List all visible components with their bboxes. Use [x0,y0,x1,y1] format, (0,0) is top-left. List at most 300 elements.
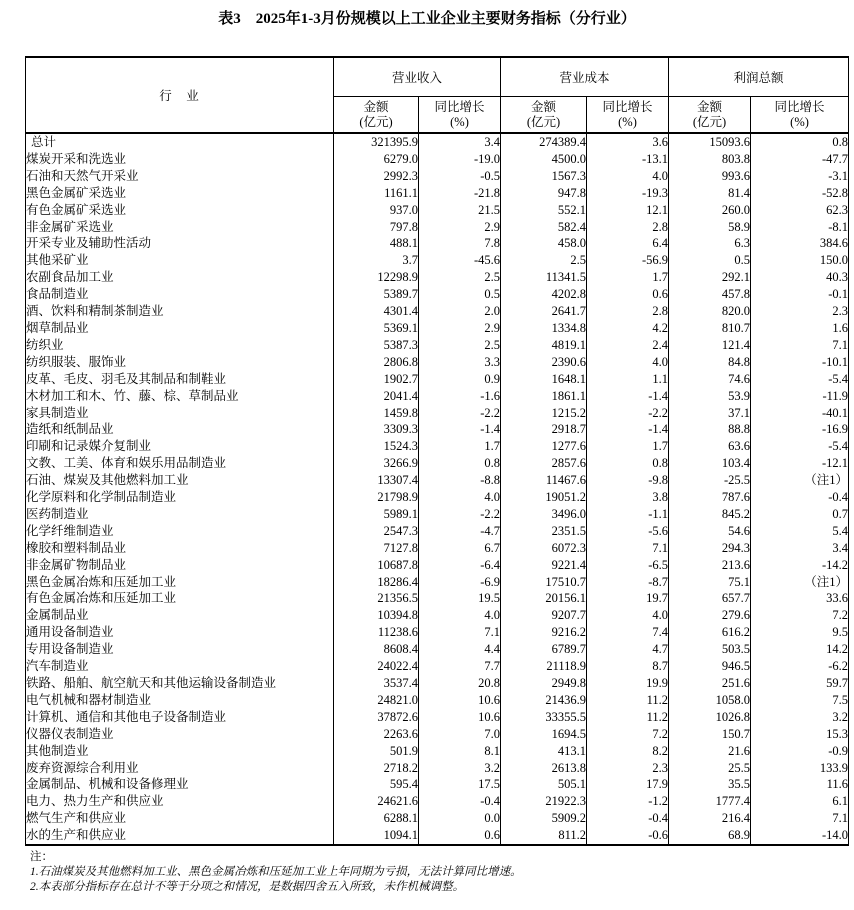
value-cell: 0.8 [419,455,501,472]
industry-name-cell: 仪器仪表制造业 [26,726,114,741]
table-row [26,286,849,303]
value-cell: 2918.7 [501,421,587,438]
table-row [26,269,849,286]
value-cell: 2.8 [587,219,669,236]
value-cell: 2.8 [587,303,669,320]
industry-name-cell: 其他制造业 [26,743,89,758]
growth-label: 同比增长 [774,99,825,114]
table-row [26,776,849,793]
value-cell: 7.4 [587,624,669,641]
value-cell: 17.9 [587,776,669,793]
value-cell: 4.2 [587,320,669,337]
value-cell: 845.2 [669,506,751,523]
value-cell: 3.2 [419,760,501,777]
value-cell: 501.9 [334,743,419,760]
industry-name-cell: 文教、工美、体育和娱乐用品制造业 [26,456,227,471]
table-row [26,371,849,388]
table-row [26,726,849,743]
value-cell: 0.6 [419,827,501,845]
value-cell: 616.2 [669,624,751,641]
value-cell: 10687.8 [334,557,419,574]
value-cell: 6.3 [669,235,751,252]
value-cell: 4.7 [587,641,669,658]
value-cell: 21356.5 [334,590,419,607]
value-cell: 4.0 [587,168,669,185]
value-cell: 4.0 [587,607,669,624]
value-cell: 947.8 [501,185,587,202]
revenue-growth-header [419,97,501,134]
value-cell: 54.6 [669,523,751,540]
value-cell: 5909.2 [501,810,587,827]
value-cell: -1.1 [587,506,669,523]
value-cell: 37.1 [669,405,751,422]
value-cell: 11.6 [751,776,849,793]
value-cell: 2949.8 [501,675,587,692]
value-cell: 25.5 [669,760,751,777]
value-cell: 8608.4 [334,641,419,658]
industry-name-cell: 水的生产和供应业 [26,828,127,843]
value-cell: 0.6 [587,286,669,303]
table-row [26,658,849,675]
value-cell: -4.7 [419,523,501,540]
table-row [26,590,849,607]
note-2: 2.本表部分指标存在总计不等于分项之和情况，是数据四舍五入所致，未作机械调整。 [30,881,465,894]
value-cell: 1058.0 [669,692,751,709]
value-cell: -6.2 [751,658,849,675]
notes-label: 注： [30,851,53,864]
value-cell: 13307.4 [334,472,419,489]
value-cell: 37872.6 [334,709,419,726]
value-cell: -0.4 [587,810,669,827]
value-cell: 7127.8 [334,540,419,557]
value-cell: -1.4 [587,388,669,405]
value-cell: 68.9 [669,827,751,845]
value-cell: 8.1 [419,743,501,760]
industry-column-header: 行 业 [26,57,334,133]
industry-name-cell: 电气机械和器材制造业 [26,692,152,707]
value-cell: 2857.6 [501,455,587,472]
industry-name-cell: 造纸和纸制品业 [26,422,114,437]
value-cell: 1902.7 [334,371,419,388]
industry-name-cell: 石油和天然气开采业 [26,168,139,183]
value-cell: 10.6 [419,692,501,709]
table-row [26,810,849,827]
value-cell: 505.1 [501,776,587,793]
value-cell: -8.1 [751,219,849,236]
table-row [26,641,849,658]
value-cell: 19.5 [419,590,501,607]
value-cell: 5989.1 [334,506,419,523]
value-cell: -16.9 [751,421,849,438]
amount-label: 金额 [531,99,557,114]
value-cell: 5389.7 [334,286,419,303]
value-cell: -0.5 [419,168,501,185]
cost-growth-header [587,97,669,134]
industry-name-cell: 金属制品业 [26,608,89,623]
profit-amount-header [669,97,751,134]
value-cell: 595.4 [334,776,419,793]
value-cell: 2613.8 [501,760,587,777]
value-cell: 17.5 [419,776,501,793]
table-row [26,624,849,641]
table-row [26,388,849,405]
value-cell: -21.8 [419,185,501,202]
value-cell: -56.9 [587,252,669,269]
value-cell: 1.7 [587,269,669,286]
value-cell: 2.5 [419,269,501,286]
financial-indicators-table [25,56,849,846]
value-cell: 4301.4 [334,303,419,320]
value-cell: 820.0 [669,303,751,320]
industry-name-cell: 总计 [31,135,57,149]
table-row [26,574,849,591]
value-cell: 2.3 [751,303,849,320]
value-cell: 35.5 [669,776,751,793]
value-cell: 1.6 [751,320,849,337]
table-row [26,827,849,845]
value-cell: 4.4 [419,641,501,658]
table-row [26,793,849,810]
industry-name-cell: 金属制品、机械和设备修理业 [26,777,189,792]
industry-name-cell: 化学原料和化学制品制造业 [26,490,177,505]
value-cell: 3.4 [751,540,849,557]
table-row [26,675,849,692]
value-cell: 2806.8 [334,354,419,371]
value-cell: -1.2 [587,793,669,810]
value-cell: -6.5 [587,557,669,574]
value-cell: 12.1 [587,202,669,219]
table-row [26,219,849,236]
industry-name-cell: 酒、饮料和精制茶制造业 [26,304,164,319]
value-cell: -40.1 [751,405,849,422]
value-cell: -0.6 [587,827,669,845]
value-cell: 24621.6 [334,793,419,810]
value-cell: 2718.2 [334,760,419,777]
value-cell: 0.8 [751,133,849,151]
amount-label: 金额 [697,99,723,114]
value-cell: 1334.8 [501,320,587,337]
value-cell: 810.7 [669,320,751,337]
value-cell: -1.4 [587,421,669,438]
value-cell: 1.1 [587,371,669,388]
group-header-row [26,57,849,97]
value-cell: 3.7 [334,252,419,269]
value-cell: 1215.2 [501,405,587,422]
value-cell: 797.8 [334,219,419,236]
industry-name-cell: 纺织服装、服饰业 [26,354,127,369]
value-cell: 133.9 [751,760,849,777]
growth-unit: (%) [450,114,469,129]
value-cell: 19.7 [587,590,669,607]
value-cell: -13.1 [587,151,669,168]
value-cell: 3.8 [587,489,669,506]
value-cell: 1277.6 [501,438,587,455]
value-cell: 993.6 [669,168,751,185]
value-cell: 21922.3 [501,793,587,810]
value-cell: -0.9 [751,743,849,760]
value-cell: 3.6 [587,133,669,151]
value-cell: 17510.7 [501,574,587,591]
value-cell: 1567.3 [501,168,587,185]
value-cell: -14.2 [751,557,849,574]
value-cell: -1.4 [419,421,501,438]
value-cell: 20.8 [419,675,501,692]
value-cell: 21.6 [669,743,751,760]
value-cell: 53.9 [669,388,751,405]
value-cell: -25.5 [669,472,751,489]
value-cell: -5.4 [751,438,849,455]
value-cell: 279.6 [669,607,751,624]
industry-name-cell: 纺织业 [26,337,64,352]
value-cell: 3496.0 [501,506,587,523]
group-header-operating-revenue: 营业收入 [334,57,501,97]
value-cell: 75.1 [669,574,751,591]
value-cell: 59.7 [751,675,849,692]
value-cell: 2992.3 [334,168,419,185]
value-cell: 4.0 [587,354,669,371]
table-row [26,405,849,422]
table-row [26,709,849,726]
table-row [26,743,849,760]
value-cell: -9.8 [587,472,669,489]
value-cell: 2.4 [587,337,669,354]
value-cell: 1524.3 [334,438,419,455]
value-cell: 937.0 [334,202,419,219]
value-cell: -3.1 [751,168,849,185]
value-cell: -2.2 [587,405,669,422]
revenue-amount-header [334,97,419,134]
value-cell: （注1） [751,574,849,591]
value-cell: 0.7 [751,506,849,523]
table-row [26,303,849,320]
value-cell: 81.4 [669,185,751,202]
growth-unit: (%) [618,114,637,129]
value-cell: -2.2 [419,506,501,523]
value-cell: 2.3 [587,760,669,777]
value-cell: 15093.6 [669,133,751,151]
value-cell: 14.2 [751,641,849,658]
value-cell: 63.6 [669,438,751,455]
value-cell: 21436.9 [501,692,587,709]
value-cell: 4.0 [419,607,501,624]
value-cell: -10.1 [751,354,849,371]
value-cell: -0.4 [419,793,501,810]
value-cell: 4.0 [419,489,501,506]
value-cell: 582.4 [501,219,587,236]
value-cell: 15.3 [751,726,849,743]
value-cell: 274389.4 [501,133,587,151]
value-cell: 9221.4 [501,557,587,574]
value-cell: 121.4 [669,337,751,354]
table-row [26,489,849,506]
value-cell: 9216.2 [501,624,587,641]
value-cell: 7.7 [419,658,501,675]
value-cell: 11.2 [587,692,669,709]
value-cell: 8.2 [587,743,669,760]
value-cell: -52.8 [751,185,849,202]
value-cell: 0.5 [669,252,751,269]
value-cell: 787.6 [669,489,751,506]
value-cell: （注1） [751,472,849,489]
table-row [26,455,849,472]
table-row [26,692,849,709]
industry-name-cell: 农副食品加工业 [26,270,114,285]
value-cell: 811.2 [501,827,587,845]
value-cell: 6288.1 [334,810,419,827]
industry-name-cell: 化学纤维制造业 [26,523,114,538]
value-cell: 7.5 [751,692,849,709]
industry-name-cell: 家具制造业 [26,405,89,420]
value-cell: 292.1 [669,269,751,286]
industry-name-cell: 非金属矿采选业 [26,219,114,234]
industry-name-cell: 燃气生产和供应业 [26,811,127,826]
value-cell: 11238.6 [334,624,419,641]
value-cell: 18286.4 [334,574,419,591]
value-cell: 6.4 [587,235,669,252]
value-cell: -45.6 [419,252,501,269]
table-row [26,185,849,202]
value-cell: 2.5 [419,337,501,354]
value-cell: 7.2 [587,726,669,743]
industry-name-cell: 皮革、毛皮、羽毛及其制品和制鞋业 [26,371,227,386]
value-cell: 6.1 [751,793,849,810]
value-cell: 260.0 [669,202,751,219]
amount-label: 金额 [363,99,389,114]
table-row [26,421,849,438]
value-cell: -8.7 [587,574,669,591]
value-cell: 1861.1 [501,388,587,405]
value-cell: 6072.3 [501,540,587,557]
value-cell: -8.8 [419,472,501,489]
table-row [26,760,849,777]
value-cell: 19051.2 [501,489,587,506]
profit-growth-header [751,97,849,134]
amount-unit: (亿元) [359,114,393,129]
value-cell: -6.9 [419,574,501,591]
value-cell: 1459.8 [334,405,419,422]
value-cell: 294.3 [669,540,751,557]
value-cell: 19.9 [587,675,669,692]
value-cell: 150.0 [751,252,849,269]
industry-name-cell: 废弃资源综合利用业 [26,760,139,775]
table-row [26,506,849,523]
table-row [26,354,849,371]
value-cell: 10394.8 [334,607,419,624]
value-cell: 657.7 [669,590,751,607]
value-cell: 11341.5 [501,269,587,286]
value-cell: 213.6 [669,557,751,574]
value-cell: -11.9 [751,388,849,405]
industry-name-cell: 烟草制品业 [26,320,89,335]
value-cell: 5369.1 [334,320,419,337]
value-cell: 2.9 [419,320,501,337]
table-row [26,252,849,269]
industry-name-cell: 黑色金属冶炼和压延加工业 [26,574,177,589]
value-cell: 4500.0 [501,151,587,168]
industry-name-cell: 电力、热力生产和供应业 [26,794,164,809]
value-cell: 21118.9 [501,658,587,675]
value-cell: -1.6 [419,388,501,405]
value-cell: 0.0 [419,810,501,827]
value-cell: 0.8 [587,455,669,472]
industry-name-cell: 有色金属冶炼和压延加工业 [26,591,177,606]
value-cell: 2263.6 [334,726,419,743]
industry-name-cell: 铁路、船舶、航空航天和其他运输设备制造业 [26,676,277,690]
amount-unit: (亿元) [692,114,727,129]
table-row [26,202,849,219]
table-row [26,557,849,574]
value-cell: 803.8 [669,151,751,168]
value-cell: -0.4 [751,489,849,506]
value-cell: -47.7 [751,151,849,168]
value-cell: 2641.7 [501,303,587,320]
value-cell: 9.5 [751,624,849,641]
value-cell: 62.3 [751,202,849,219]
value-cell: 40.3 [751,269,849,286]
value-cell: -19.3 [587,185,669,202]
table-row [26,438,849,455]
value-cell: 2547.3 [334,523,419,540]
industry-name-cell: 医药制造业 [26,506,89,521]
value-cell: 7.8 [419,235,501,252]
value-cell: 8.7 [587,658,669,675]
value-cell: 88.8 [669,421,751,438]
growth-unit: (%) [790,114,809,129]
value-cell: 1026.8 [669,709,751,726]
note-1: 1.石油煤炭及其他燃料加工业、黑色金属冶炼和压延加工业上年同期为亏损，无法计算同比增速。 [30,866,522,879]
value-cell: 21798.9 [334,489,419,506]
industry-name-cell: 有色金属矿采选业 [26,202,127,217]
amount-unit: (亿元) [526,114,561,129]
value-cell: 1648.1 [501,371,587,388]
value-cell: 7.1 [419,624,501,641]
value-cell: 21.5 [419,202,501,219]
value-cell: 11.2 [587,709,669,726]
group-header-operating-cost: 营业成本 [501,57,669,97]
table-row [26,337,849,354]
value-cell: 84.8 [669,354,751,371]
value-cell: 1.7 [587,438,669,455]
table-row [26,540,849,557]
value-cell: 1777.4 [669,793,751,810]
value-cell: 7.1 [587,540,669,557]
value-cell: -6.4 [419,557,501,574]
industry-name-cell: 通用设备制造业 [26,625,114,640]
value-cell: 5.4 [751,523,849,540]
value-cell: 384.6 [751,235,849,252]
value-cell: -14.0 [751,827,849,845]
table-row [26,607,849,624]
value-cell: 1.7 [419,438,501,455]
value-cell: 103.4 [669,455,751,472]
industry-name-cell: 橡胶和塑料制品业 [26,540,127,555]
table-row [26,472,849,489]
value-cell: 2.9 [419,219,501,236]
value-cell: 6789.7 [501,641,587,658]
industry-name-cell: 专用设备制造业 [26,642,114,657]
value-cell: 413.1 [501,743,587,760]
value-cell: -19.0 [419,151,501,168]
industry-name-cell: 黑色金属矿采选业 [26,185,127,200]
value-cell: 3309.3 [334,421,419,438]
growth-label: 同比增长 [602,99,653,114]
value-cell: 150.7 [669,726,751,743]
industry-name-cell: 食品制造业 [26,287,89,302]
value-cell: 488.1 [334,235,419,252]
value-cell: 321395.9 [334,133,419,151]
value-cell: 6.7 [419,540,501,557]
value-cell: 1161.1 [334,185,419,202]
